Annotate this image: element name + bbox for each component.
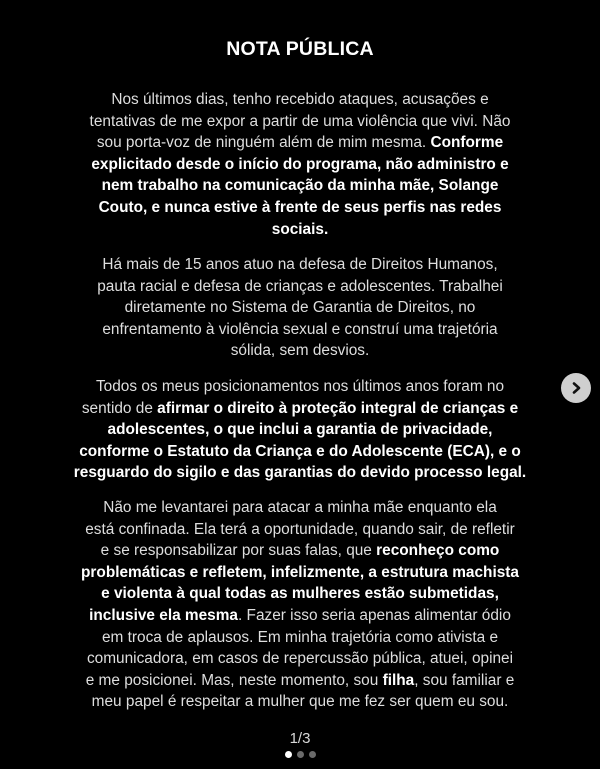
text-line bbox=[40, 419, 560, 441]
bold-text: sociais. bbox=[271, 220, 329, 238]
bold-text: e violenta à qual todas as mulheres estão submetidas, bbox=[101, 585, 499, 603]
bold-text: Conforme bbox=[430, 134, 504, 152]
text-line bbox=[40, 670, 560, 692]
text-segment: e se responsabilizar por suas falas, que bbox=[100, 542, 377, 560]
bold-text: adolescentes, o que inclui a garantia de privacidade, bbox=[107, 421, 493, 439]
text-line bbox=[40, 276, 560, 298]
text-segment: sólida, sem desvios. bbox=[230, 342, 370, 360]
page-indicator: 1/3 bbox=[289, 730, 311, 747]
text-line bbox=[40, 583, 560, 605]
text-line bbox=[40, 462, 560, 484]
text-line bbox=[40, 132, 560, 154]
bold-text: conforme o Estatuto da Criança e do Adolescente (ECA), e o bbox=[79, 442, 521, 460]
paragraph-4 bbox=[40, 497, 560, 713]
text-segment: Todos os meus posicionamentos nos últimos anos foram no bbox=[95, 378, 505, 395]
text-segment: comunicadora, em casos de repercussão pública, atuei, opinei bbox=[86, 650, 514, 668]
text-line bbox=[40, 254, 560, 276]
text-line bbox=[40, 297, 560, 319]
paragraph-1 bbox=[40, 89, 560, 240]
text-segment: em troca de aplausos. Em minha trajetória como ativista e bbox=[101, 628, 499, 646]
bold-text: reconheço como bbox=[376, 542, 500, 560]
text-line bbox=[40, 562, 560, 584]
text-line bbox=[40, 111, 560, 133]
text-line bbox=[40, 605, 560, 627]
text-line bbox=[40, 175, 560, 197]
paragraph-2 bbox=[40, 254, 560, 362]
bold-text: explicitado desde o início do programa, não administro e bbox=[91, 155, 509, 173]
text-segment: meu papel é respeitar a mulher que me fez ser quem eu sou. bbox=[91, 693, 509, 711]
text-line bbox=[40, 89, 560, 111]
text-segment: Há mais de 15 anos atuo na defesa de Direitos Humanos, bbox=[102, 256, 498, 273]
text-line bbox=[40, 627, 560, 649]
paragraph-3 bbox=[40, 376, 560, 484]
bold-text: Couto, e nunca estive à frente de seus perfis nas redes bbox=[98, 198, 502, 216]
text-line bbox=[40, 197, 560, 219]
text-line bbox=[40, 219, 560, 241]
text-segment: Nos últimos dias, tenho recebido ataques, acusações e bbox=[111, 91, 489, 108]
chevron-right-icon bbox=[569, 381, 583, 395]
text-line bbox=[40, 519, 560, 541]
text-line bbox=[40, 319, 560, 341]
carousel-dots bbox=[0, 751, 600, 758]
text-line bbox=[40, 376, 560, 398]
text-segment: Não me levantarei para atacar a minha mãe enquanto ela bbox=[103, 499, 497, 516]
text-line bbox=[40, 398, 560, 420]
bold-text: nem trabalho na comunicação da minha mãe, Solange bbox=[101, 177, 499, 195]
text-segment: , sou familiar e bbox=[414, 671, 515, 689]
text-line bbox=[40, 540, 560, 562]
bold-text: afirmar o direito à proteção integral de crianças e bbox=[157, 399, 519, 417]
text-line bbox=[40, 154, 560, 176]
text-segment: sentido de bbox=[81, 399, 158, 417]
bold-text: inclusive ela mesma bbox=[89, 606, 238, 624]
post-title: NOTA PÚBLICA bbox=[226, 38, 374, 60]
text-segment: está confinada. Ela terá a oportunidade, quando sair, de refletir bbox=[85, 520, 515, 538]
text-segment: sou porta-voz de ninguém além de mim mesma. bbox=[96, 134, 431, 152]
text-segment: . Fazer isso seria apenas alimentar ódio bbox=[237, 606, 511, 624]
carousel-dot-3[interactable] bbox=[309, 751, 316, 758]
bold-text: problemáticas e refletem, infelizmente, a estrutura machista bbox=[81, 563, 519, 581]
carousel-dot-2[interactable] bbox=[297, 751, 304, 758]
bold-text: filha bbox=[382, 671, 415, 689]
bold-text: resguardo do sigilo e das garantias do devido processo legal. bbox=[73, 464, 527, 482]
text-segment: enfrentamento à violência sexual e construí uma trajetória bbox=[102, 320, 498, 338]
text-line bbox=[40, 648, 560, 670]
carousel-dot-1[interactable] bbox=[285, 751, 292, 758]
text-line bbox=[40, 497, 560, 519]
text-segment: tentativas de me expor a partir de uma violência que vivi. Não bbox=[89, 112, 511, 130]
text-line bbox=[40, 691, 560, 713]
text-segment: diretamente no Sistema de Garantia de Direitos, no bbox=[124, 299, 476, 317]
text-segment: e me posicionei. Mas, neste momento, sou bbox=[85, 671, 383, 689]
next-slide-button[interactable] bbox=[561, 373, 591, 403]
text-segment: pauta racial e defesa de crianças e adolescentes. Trabalhei bbox=[97, 277, 503, 295]
text-line bbox=[40, 340, 560, 362]
text-line bbox=[40, 441, 560, 463]
